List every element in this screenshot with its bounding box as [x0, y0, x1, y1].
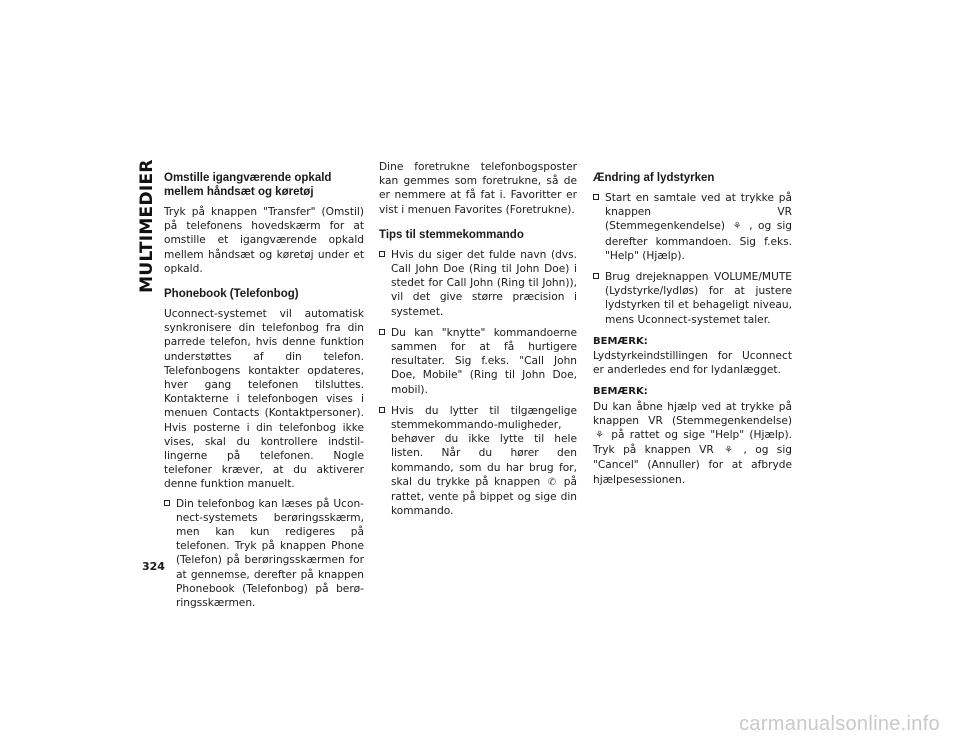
list-item-text: Du kan "knytte" kommandoerne sammen for at få hurtigere resultater. Sig f.eks. "Call John Doe, Mobile" (Ring til John Doe, mobil). — [391, 326, 577, 396]
column-1 — [164, 160, 364, 617]
list-item — [379, 404, 577, 519]
list-item — [164, 497, 364, 611]
list-item — [379, 326, 577, 397]
note-label: BEMÆRK: — [593, 386, 648, 398]
heading-phonebook: Phonebook (Telefonbog) — [164, 288, 299, 301]
note-text — [593, 400, 792, 487]
note-text-part: på rattet og sige "Help" (Hjælp). Tryk på knappen VR — [593, 429, 792, 457]
note-label: BEMÆRK: — [593, 335, 648, 347]
heading-voice-tips: Tips til stemmekommando — [379, 228, 524, 241]
list-item-text: Hvis du siger det fulde navn (dvs. Call John Doe (Ring til John Doe) i stedet for Call John (Ring til John)), vil det give større præcision i systemet. — [391, 248, 577, 318]
list-item — [379, 248, 577, 319]
square-bullet-icon — [593, 273, 599, 279]
heading-volume: Ændring af lydstyrken — [593, 172, 715, 184]
volume-list — [593, 191, 792, 327]
section-title: MULTIMEDIER — [137, 159, 158, 293]
column-3 — [593, 160, 792, 493]
watermark: carmanualsonline.info — [739, 713, 940, 735]
list-item-text: , og sig derefter kommandoen. Sig f.eks. "Help" (Hjælp). — [605, 220, 793, 262]
square-bullet-icon — [379, 329, 385, 335]
note-text-part: , og sig "Cancel" (Annuller) for at afbryde hjælpesessionen. — [593, 444, 792, 486]
voice-tips-list — [379, 248, 577, 519]
voice-recognition-icon: ⚘ — [724, 445, 734, 457]
square-bullet-icon — [379, 407, 385, 413]
page-number: 324 — [142, 560, 165, 573]
phone-voice-icon: ✆ — [547, 476, 557, 488]
list-item — [593, 191, 792, 263]
list-item-text: Start en samtale ved at trykke på knappen VR (Stemmegenkendelse) — [605, 192, 792, 233]
square-bullet-icon — [593, 194, 599, 200]
voice-recognition-icon: ⚘ — [732, 221, 742, 233]
list-item — [593, 270, 792, 327]
paragraph-favorites: Dine foretrukne telefonbogsposter kan gemmes som foretrukne, så de er nemmere at få fat i. Favoritter er vist i menuen Favorites (Foretrukne). — [379, 161, 577, 216]
heading-transfer-call: Omstille igangværende opkald mellem håndsæt og køretøj — [164, 172, 332, 198]
list-item-text: på rattet, vente på bippet og sige din kommando. — [391, 475, 577, 518]
column-2 — [379, 160, 577, 525]
note-text-part: Du kan åbne hjælp ved at trykke på knappen VR (Stemmegenkendelse) — [593, 400, 792, 427]
square-bullet-icon — [164, 500, 170, 506]
voice-recognition-icon: ⚘ — [595, 430, 604, 442]
paragraph-transfer-call: Tryk på knappen "Transfer" (Omstil) på telefonens hovedskærm for at omstille et igangværende opkald mellem håndsæt og køretøj under et opkald. — [164, 206, 364, 275]
square-bullet-icon — [379, 251, 385, 257]
note-text: Lydstyrkeindstillingen for Uconnect er anderledes end for lydanlægget. — [593, 350, 792, 377]
list-item-text: Din telefonbog kan læses på Uconnect-systemets berøringsskærm, men kan kun redigeres på telefonen. Tryk på knappen Phone (Telefon) på berøringsskærmen for at gennemse, derefter på knappen Phonebook (Telefonbog) på berøringsskærmen. — [176, 497, 364, 610]
paragraph-phonebook: Uconnect-systemet vil automatisk synkronisere din telefonbog fra din parrede telefon, hvis denne funktion understøttes af din telefon. Telefonbogens kontakter opdateres, hver gang telefonen tilsluttes. Kontakterne i telefonbogen vises i menuen Contacts (Kontaktpersoner). Hvis posterne i din telefonbog ikke vises, skal du kontrollere indstillingerne på telefonen. Nogle telefoner kræver, at du aktiverer denne funktion manuelt. — [164, 308, 364, 491]
section-side-tab — [135, 159, 159, 293]
list-item-text: Hvis du lytter til tilgængelige stemmekommando-muligheder, behøver du ikke lytte til hele listen. Når du hører den kommando, som du har brug for, skal du trykke på knappen — [391, 404, 577, 488]
list-item-text: Brug drejeknappen VOLUME/MUTE (Lydstyrke/lydløs) for at justere lydstyrken til et behageligt niveau, mens Uconnect-systemet taler. — [605, 271, 792, 326]
phonebook-list — [164, 497, 364, 611]
